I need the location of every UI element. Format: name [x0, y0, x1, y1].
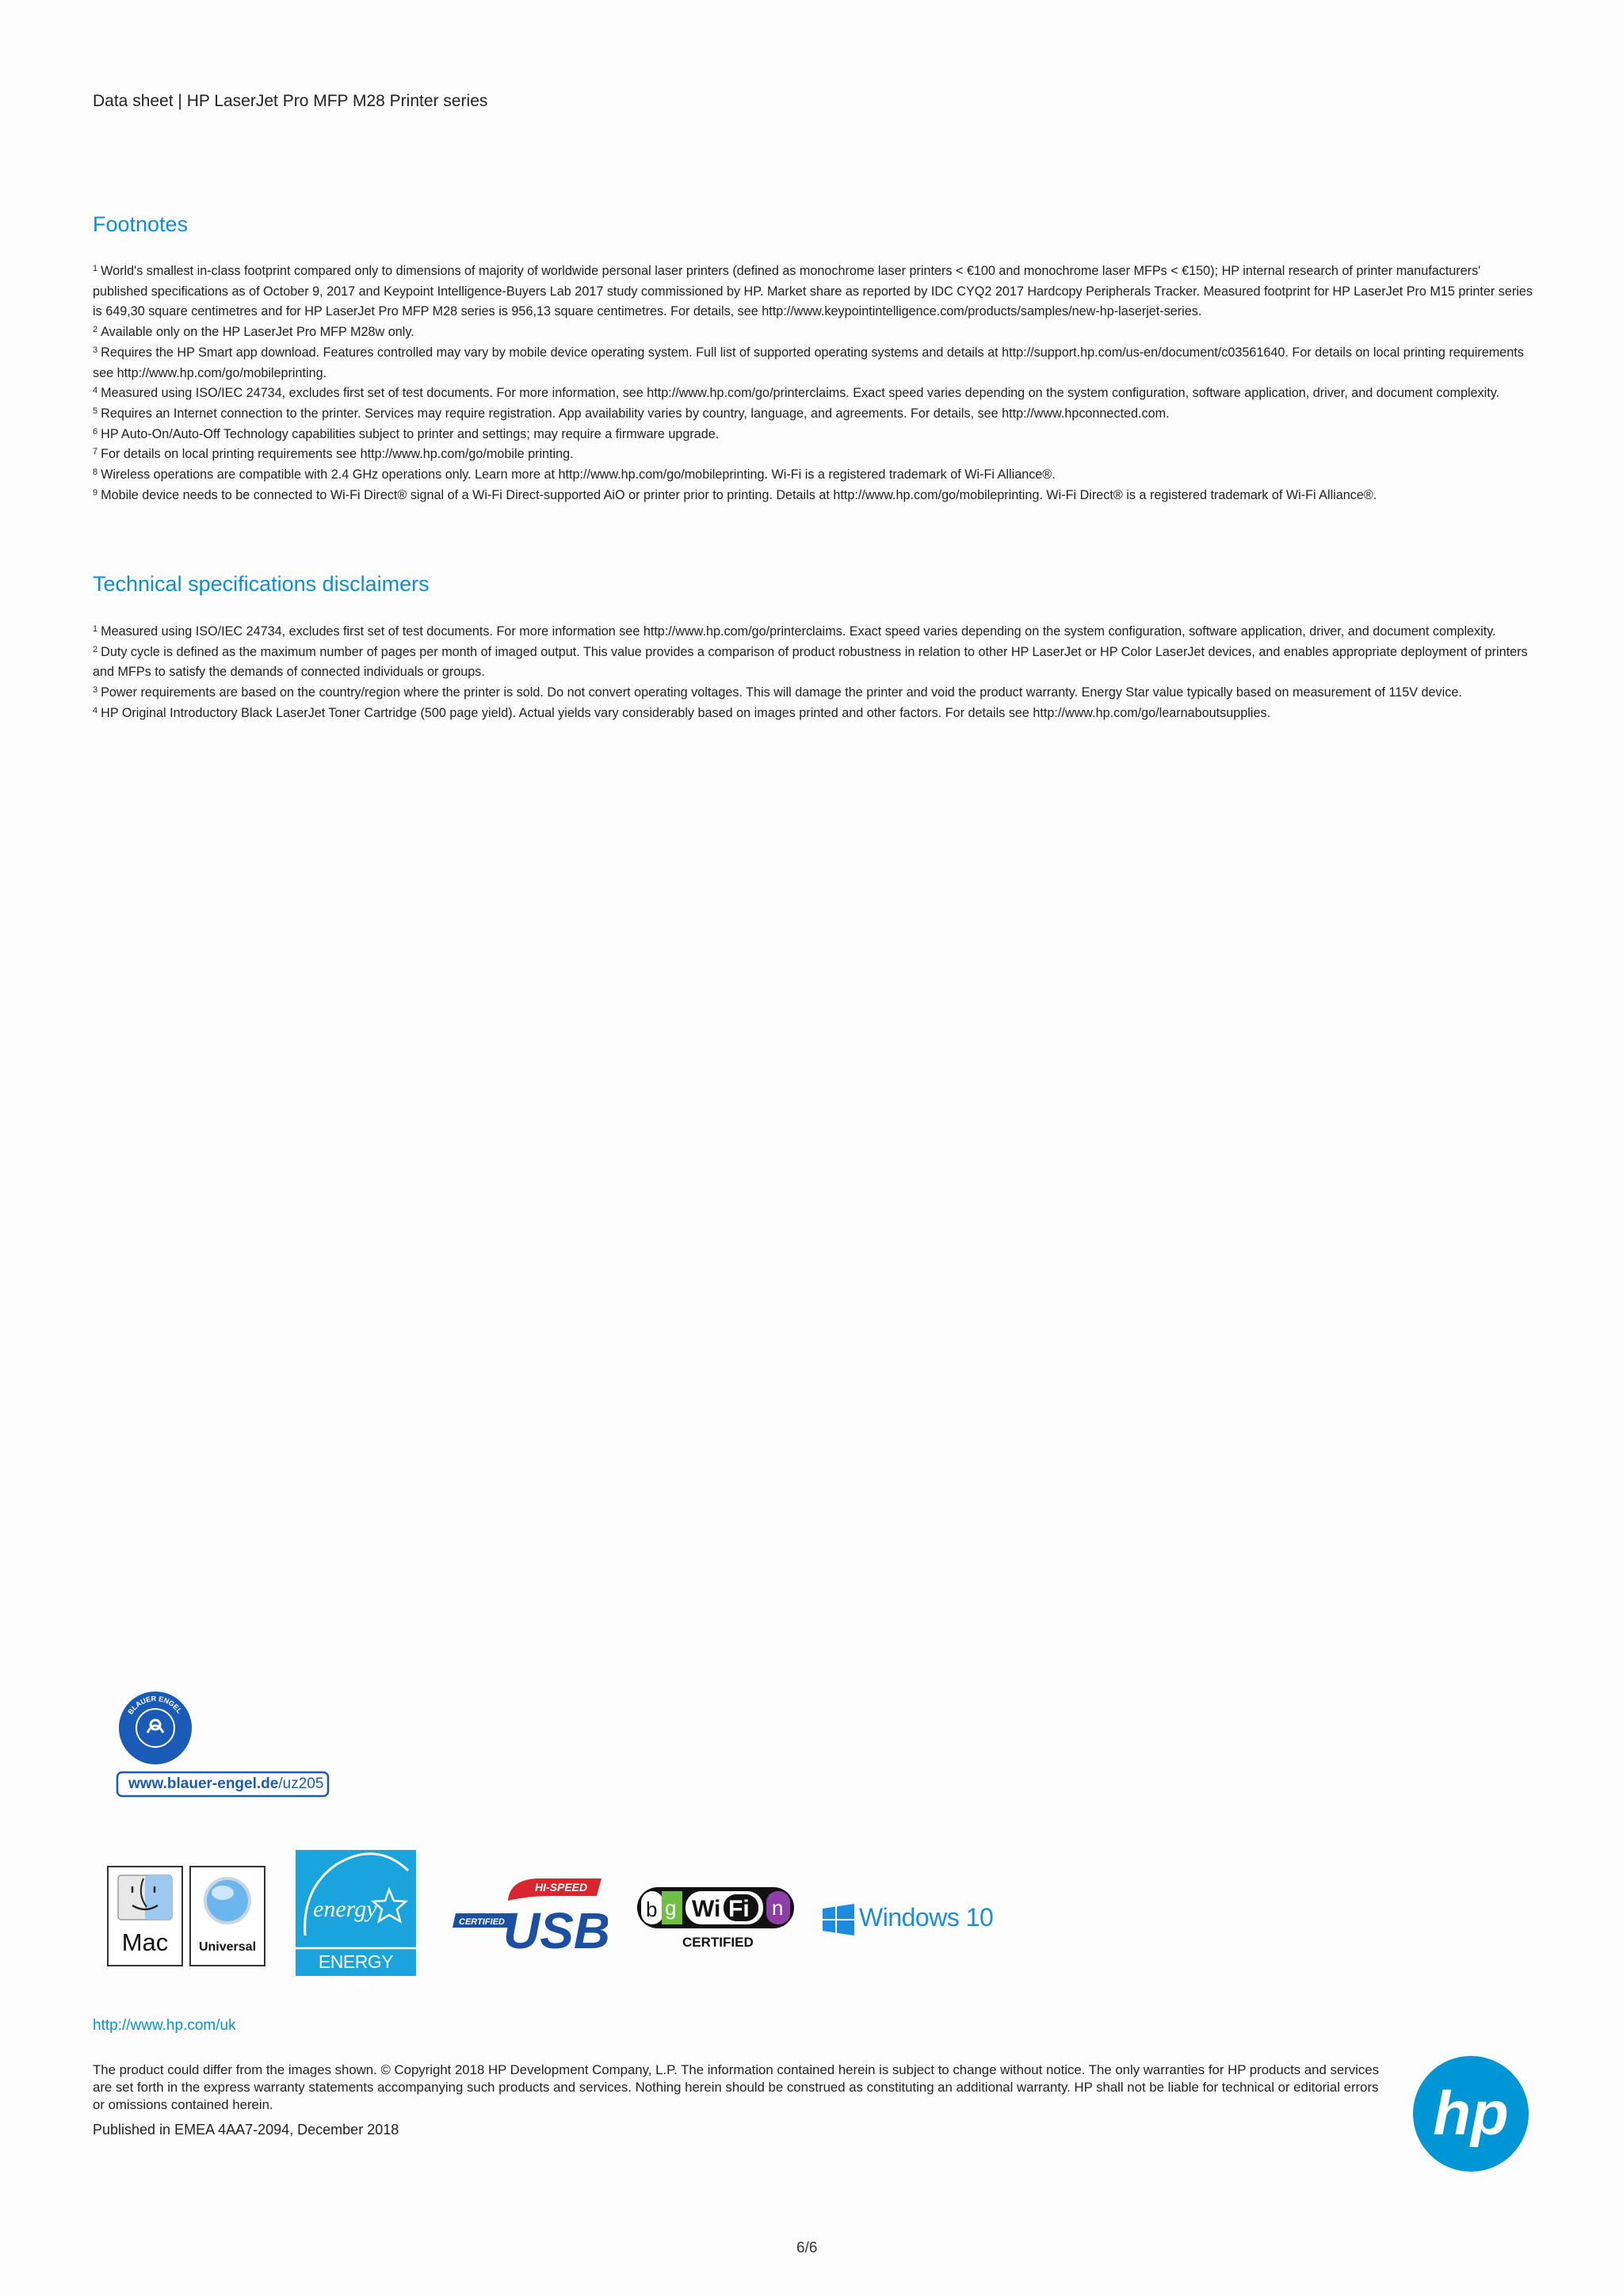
footnote-item [93, 486, 1535, 506]
footnote-item [93, 465, 1535, 486]
disclaimer-text: Duty cycle is defined as the maximum number of pages per month of imaged output. This value provides a comparison of product robustness in relation to other HP LaserJet or HP Color LaserJet devices, and enables appropriate deployment of printers and MFPs to satisfy the demands of connected individuals or groups. [93, 644, 1528, 680]
footnote-item [93, 444, 1535, 465]
svg-text:USB: USB [503, 1902, 608, 1956]
footnote-text: For details on local printing requirements see http://www.hp.com/go/mobile printing. [101, 447, 574, 462]
disclaimer-text: HP Original Introductory Black LaserJet Toner Cartridge (500 page yield). Actual yields vary considerably based on images printed and other factors. For details see http://www.hp.com/go/learnaboutsupplies. [101, 705, 1271, 720]
mac-logo [107, 1866, 183, 1966]
energy-star-label: ENERGY STAR [318, 1951, 394, 1993]
footnote-item [93, 322, 1535, 343]
legal-disclaimer: The product could differ from the images shown. © Copyright 2018 HP Development Company, L.P. The information contained herein is subject to change without notice. The only warranties for HP products and services are set forth in the express warranty statements accompanying such products and services. Nothing herein should be construed as constituting an additional warranty. HP shall not be liable for technical or editorial errors or omissions contained herein. [93, 2062, 1380, 2112]
footnote-item [93, 425, 1535, 445]
footnote-number: 5 [93, 406, 98, 416]
footnote-number: 4 [93, 386, 98, 396]
windows-icon [823, 1904, 854, 1936]
svg-text:g: g [665, 1896, 677, 1920]
universal-label: Universal [198, 1940, 257, 1954]
footnote-number: 9 [93, 487, 98, 498]
usb-hi-speed-icon [453, 1877, 608, 1956]
footnote-text: Available only on the HP LaserJet Pro MFP M28w only. [101, 325, 414, 340]
svg-text:Wi: Wi [692, 1896, 721, 1922]
document-header: Data sheet | HP LaserJet Pro MFP M28 Printer series [93, 92, 488, 110]
footnotes-title: Footnotes [93, 212, 189, 236]
footnote-text: World's smallest in-class footprint compared only to dimensions of majority of worldwide personal laser printers (defined as monochrome laser printers < €100 and monochrome laser MFPs < €150); HP internal research of printer manufacturers' published specifications as of October 9, 2017 and Keypoint Intelligence-Buyers Lab 2017 study commissioned by HP. Market share as reported by IDC CYQ2 2017 Hardcopy Peripherals Tracker. Measured footprint for HP LaserJet Pro M15 printer series is 649,30 square centimetres and for HP LaserJet Pro MFP M28 series is 956,13 square centimetres. For details, see http://www.keypointintelligence.com/products/samples/new-hp-laserjet-series. [93, 264, 1533, 319]
footnote-number: 1 [93, 264, 98, 273]
disclaimer-number: 2 [93, 644, 98, 654]
disclaimer-item [93, 622, 1535, 643]
svg-text:b: b [646, 1897, 658, 1921]
disclaimer-item [93, 643, 1535, 683]
blauer-engel-logo [116, 1688, 331, 1799]
svg-text:CERTIFIED: CERTIFIED [459, 1917, 505, 1927]
svg-text:hp: hp [1433, 2078, 1509, 2148]
page-number: 6/6 [796, 2240, 818, 2256]
footnote-item [93, 404, 1535, 425]
wifi-logo [636, 1886, 795, 1959]
footnote-number: 6 [93, 426, 98, 437]
svg-text:energy: energy [313, 1896, 377, 1922]
disclaimers-title: Technical specifications disclaimers [93, 572, 430, 596]
footnote-text: Wireless operations are compatible with 2.4 GHz operations only. Learn more at http://www.hp.com/go/mobileprinting. Wi-Fi is a registered trademark of Wi-Fi Alliance®. [101, 467, 1056, 482]
windows-10-logo [823, 1900, 1013, 1939]
energy-star-logo [296, 1850, 416, 1993]
hp-logo-icon [1412, 2055, 1529, 2172]
mac-label: Mac [121, 1928, 169, 1956]
footnote-number: 2 [93, 325, 98, 335]
footnote-text: Measured using ISO/IEC 24734, excludes first set of test documents. For more information, see http://www.hp.com/go/printerclaims. Exact speed varies depending on the system configuration, software application, driver, and document complexity. [101, 386, 1500, 401]
footnote-item [93, 383, 1535, 404]
disclaimer-item [93, 683, 1535, 704]
disclaimers-list [93, 622, 1535, 724]
footnote-number: 3 [93, 345, 98, 355]
hp-logo [1412, 2055, 1529, 2172]
footnote-number: 8 [93, 467, 98, 478]
svg-text:CERTIFIED: CERTIFIED [682, 1935, 754, 1950]
disclaimer-text: Measured using ISO/IEC 24734, excludes first set of test documents. For more information see http://www.hp.com/go/printerclaims. Exact speed varies depending on the system configuration, software application, driver, and document complexity. [101, 624, 1496, 639]
footnote-text: Requires an Internet connection to the printer. Services may require registration. App availability varies by country, language, and agreements. For details, see http://www.hpconnected.com. [101, 406, 1170, 421]
svg-text:Fi: Fi [728, 1896, 750, 1922]
hp-uk-link[interactable]: http://www.hp.com/uk [93, 2017, 236, 2034]
blauer-engel-code: /uz205 [278, 1775, 324, 1792]
footnote-text: Mobile device needs to be connected to Wi-Fi Direct® signal of a Wi-Fi Direct-supported AiO or printer prior to printing. Details at http://www.hp.com/go/mobileprinting. Wi-Fi Direct® is a registered trademark of Wi-Fi Alliance®. [101, 487, 1377, 502]
footnotes-list [93, 261, 1535, 505]
disclaimer-number: 4 [93, 705, 98, 715]
footnote-text: HP Auto-On/Auto-Off Technology capabilities subject to printer and settings; may require a firmware upgrade. [101, 426, 720, 441]
usb-logo [453, 1877, 608, 1956]
footnote-number: 7 [93, 447, 98, 457]
footnote-item [93, 343, 1535, 383]
footnote-text: Requires the HP Smart app download. Features controlled may vary by mobile device operating system. Full list of supported operating systems and details at http://support.hp.com/us-en/document/c03561640. For details on local printing requirements see http://www.hp.com/go/mobileprinting. [93, 345, 1524, 380]
disclaimer-number: 1 [93, 624, 98, 634]
disclaimer-item [93, 704, 1535, 724]
blauer-engel-url: www.blauer-engel.de [128, 1775, 279, 1792]
svg-text:n: n [772, 1896, 784, 1920]
windows-label: Windows 10 [859, 1903, 994, 1932]
universal-logo [189, 1866, 265, 1966]
svg-text:HI-SPEED: HI-SPEED [535, 1881, 588, 1894]
disclaimer-text: Power requirements are based on the country/region where the printer is sold. Do not convert operating voltages. This will damage the printer and void the product warranty. Energy Star value typically based on measurement of 115V device. [101, 685, 1462, 700]
wifi-certified-icon [636, 1886, 795, 1959]
disclaimer-number: 3 [93, 685, 98, 696]
svg-text:BLAUER ENGEL: BLAUER ENGEL [126, 1694, 184, 1716]
certification-logos [105, 1850, 1136, 1993]
footnote-item [93, 261, 1535, 322]
publication-info: Published in EMEA 4AA7-2094, December 2018 [93, 2122, 399, 2138]
